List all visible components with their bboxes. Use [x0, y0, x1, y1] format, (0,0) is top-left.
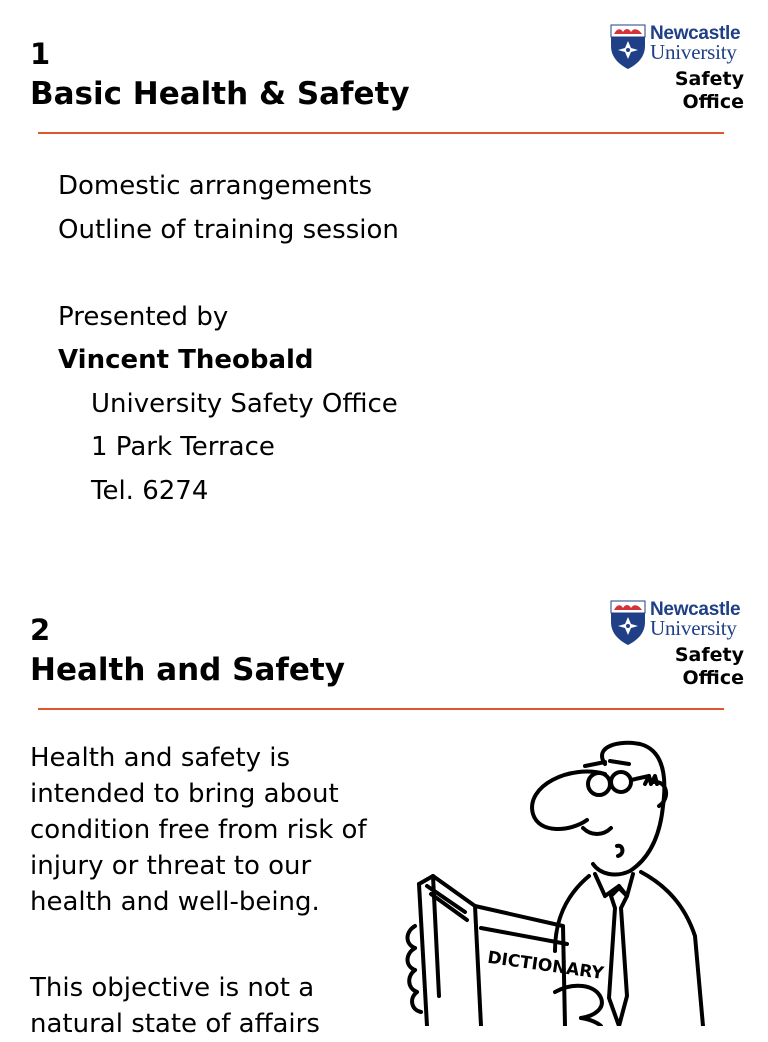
- newcastle-university-logo: [610, 24, 750, 74]
- address-line: 1 Park Terrace: [91, 432, 275, 462]
- presented-by-label: Presented by: [58, 302, 229, 332]
- agenda-item: Domestic arrangements: [58, 171, 373, 201]
- slide-number: 1: [30, 37, 51, 71]
- office-label: [675, 68, 744, 114]
- brand-name-line1: Newcastle: [650, 599, 741, 620]
- address-line: University Safety Office: [91, 389, 398, 419]
- university-crest-icon: [610, 600, 646, 646]
- dictionary-label: DICTIONARY: [486, 947, 605, 984]
- brand-name-line2: University: [650, 616, 737, 640]
- slide-title: Basic Health & Safety: [30, 76, 410, 112]
- newcastle-university-logo: [610, 600, 750, 650]
- office-label-line1: Safety: [674, 68, 744, 90]
- office-label-line2: Office: [682, 91, 744, 113]
- brand-name-line1: Newcastle: [650, 23, 741, 44]
- slide-2: [0, 576, 768, 1039]
- university-crest-icon: [610, 24, 646, 70]
- agenda-item: Outline of training session: [58, 215, 399, 245]
- body-paragraph: Health and safety is intended to bring about condition free from risk of injury or threat to our health and well-being.: [30, 743, 367, 917]
- office-label-line1: Safety: [674, 644, 744, 666]
- office-label: [675, 644, 744, 690]
- title-divider: [38, 708, 724, 710]
- university-wordmark: [650, 600, 740, 638]
- presenter-name: Vincent Theobald: [58, 345, 314, 375]
- slide-number: 2: [30, 613, 51, 647]
- phone-number: Tel. 6274: [91, 476, 209, 506]
- title-divider: [38, 132, 724, 134]
- man-reading-dictionary-illustration: [405, 736, 705, 1026]
- office-label-line2: Office: [682, 667, 744, 689]
- university-wordmark: [650, 24, 740, 62]
- body-paragraph: This objective is not a natural state of affairs: [30, 973, 320, 1039]
- slide-title: Health and Safety: [30, 652, 345, 688]
- brand-name-line2: University: [650, 40, 737, 64]
